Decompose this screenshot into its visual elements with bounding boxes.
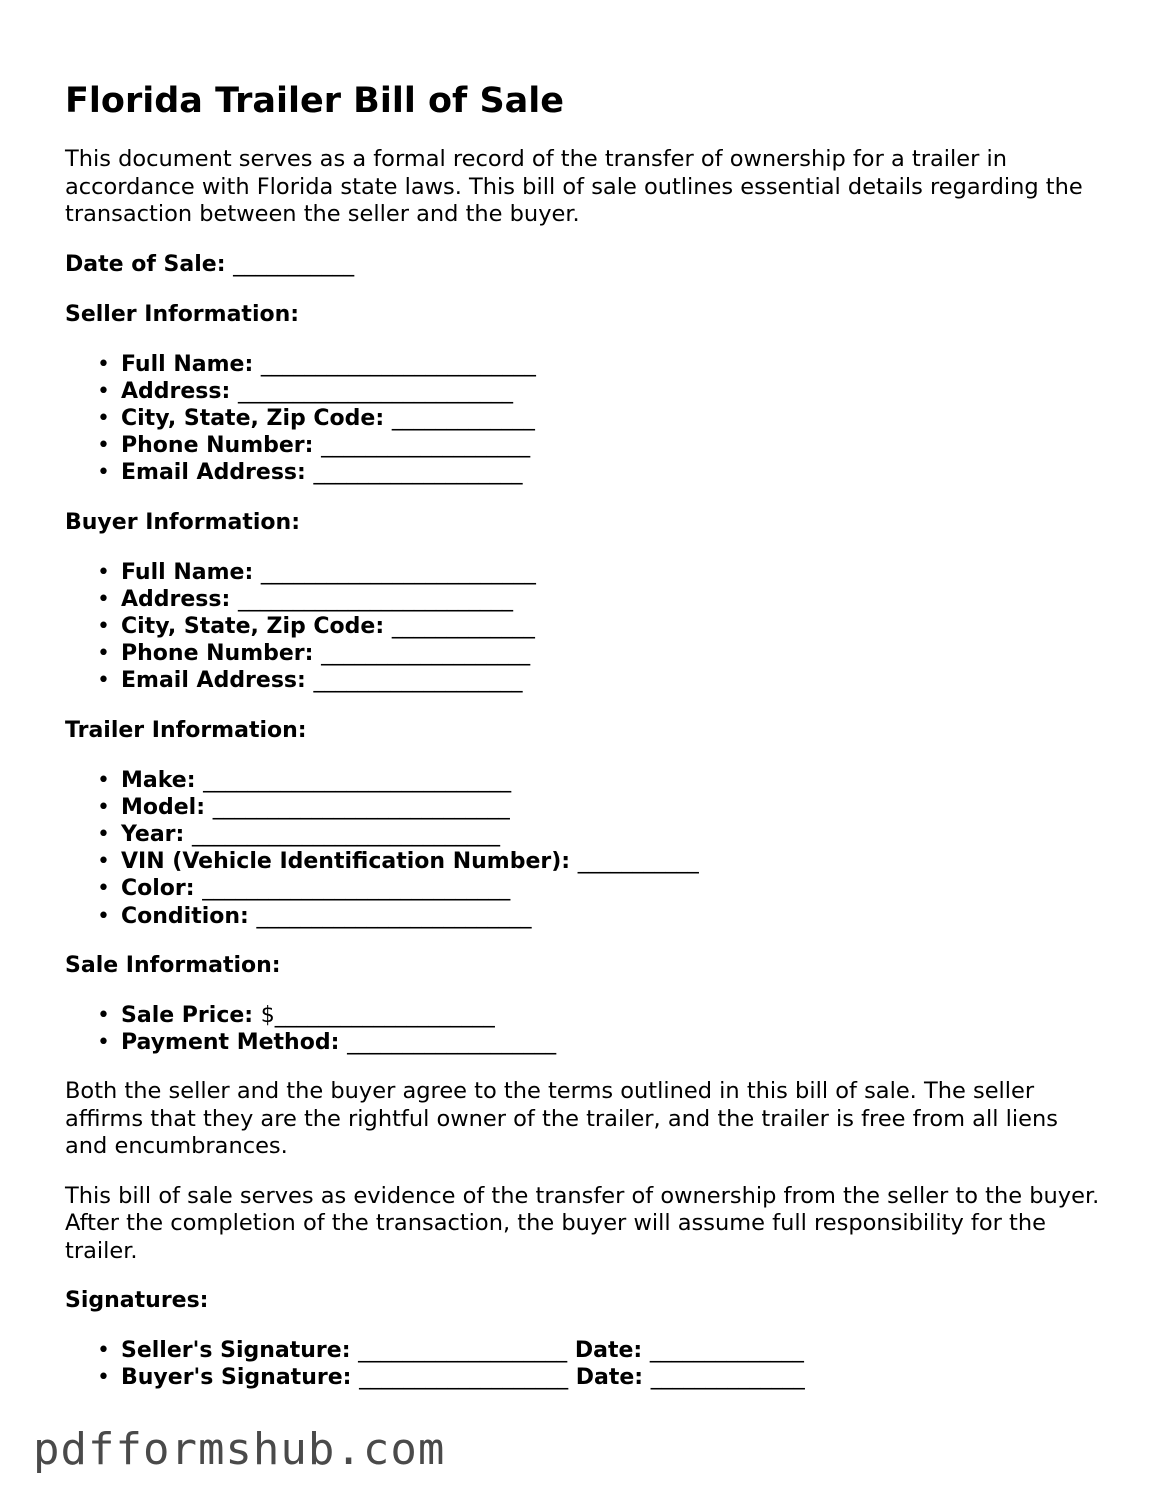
sale-field-list xyxy=(65,1002,1105,1056)
signatures-section-title: Signatures: xyxy=(65,1288,209,1314)
signature-blank[interactable]: ___________________ xyxy=(359,1365,569,1391)
page-title: Florida Trailer Bill of Sale xyxy=(65,81,565,121)
field-label: Payment Method: xyxy=(121,1029,340,1055)
field-label: City, State, Zip Code: xyxy=(121,613,385,639)
date-label: Date: xyxy=(575,1365,644,1391)
field-blank[interactable]: $____________________ xyxy=(260,1002,495,1028)
field-label: Condition: xyxy=(121,903,249,929)
field-blank[interactable]: _____________ xyxy=(391,613,535,639)
field-blank[interactable]: ____________________________ xyxy=(203,767,512,793)
date-label: Date: xyxy=(574,1338,643,1364)
field-blank[interactable]: ___________________ xyxy=(313,460,523,486)
seller-address-field xyxy=(121,378,1105,405)
signatures-list xyxy=(65,1337,1105,1391)
trailer-condition-field xyxy=(121,903,1105,930)
seller-email-field xyxy=(121,459,1105,486)
date-of-sale-label: Date of Sale: xyxy=(65,251,226,277)
date-blank[interactable]: ______________ xyxy=(650,1365,805,1391)
trailer-make-field xyxy=(121,767,1105,794)
field-blank[interactable]: ___________________________ xyxy=(212,794,510,820)
field-label: VIN (Vehicle Identification Number): xyxy=(121,849,571,875)
buyer-email-field xyxy=(121,667,1105,694)
field-label: Phone Number: xyxy=(121,433,314,459)
trailer-field-list xyxy=(65,767,1105,930)
signature-blank[interactable]: ___________________ xyxy=(358,1338,568,1364)
signature-label: Buyer's Signature: xyxy=(121,1365,352,1391)
trailer-model-field xyxy=(121,794,1105,821)
buyer-address-field xyxy=(121,586,1105,613)
field-blank[interactable]: ___________ xyxy=(577,849,699,875)
field-blank[interactable]: ___________________ xyxy=(313,668,523,694)
buyer-city-state-zip-field xyxy=(121,613,1105,640)
payment-method-field xyxy=(121,1029,1105,1056)
field-blank[interactable]: _________________________ xyxy=(256,903,532,929)
field-blank[interactable]: ____________________________ xyxy=(202,876,511,902)
seller-signature-row xyxy=(121,1337,1105,1364)
sale-section-title: Sale Information: xyxy=(65,952,281,978)
seller-full-name-field xyxy=(121,351,1105,378)
field-label: Address: xyxy=(121,586,231,612)
buyer-full-name-field xyxy=(121,559,1105,586)
date-of-sale-field xyxy=(65,251,1105,279)
trailer-section-title: Trailer Information: xyxy=(65,717,307,743)
field-blank[interactable]: _________________________ xyxy=(237,378,513,404)
field-label: Color: xyxy=(121,876,195,902)
buyer-signature-row xyxy=(121,1364,1105,1391)
field-label: City, State, Zip Code: xyxy=(121,405,385,431)
buyer-section-title: Buyer Information: xyxy=(65,509,300,535)
field-blank[interactable]: ___________________ xyxy=(321,641,531,667)
seller-section-title: Seller Information: xyxy=(65,301,300,327)
seller-field-list xyxy=(65,351,1105,487)
intro-paragraph: This document serves as a formal record of the transfer of ownership for a trailer in accordance with Florida state laws. This bill of sale outlines essential details regarding the transaction between the seller and the buyer. xyxy=(65,146,1083,227)
field-blank[interactable]: ___________________ xyxy=(321,433,531,459)
field-label: Address: xyxy=(121,378,231,404)
trailer-vin-field xyxy=(121,848,1105,875)
document-page xyxy=(65,78,1105,1414)
field-label: Sale Price: xyxy=(121,1002,254,1028)
buyer-field-list xyxy=(65,559,1105,695)
seller-phone-field xyxy=(121,432,1105,459)
field-blank[interactable]: _____________ xyxy=(391,405,535,431)
sale-price-field xyxy=(121,1002,1105,1029)
signature-label: Seller's Signature: xyxy=(121,1338,351,1364)
buyer-phone-field xyxy=(121,640,1105,667)
agreement-paragraph: Both the seller and the buyer agree to the terms outlined in this bill of sale. The seller affirms that they are the rightful owner of the trailer, and the trailer is free from all liens and encumbrances. xyxy=(65,1078,1058,1160)
field-label: Full Name: xyxy=(121,559,254,585)
field-blank[interactable]: _________________________ xyxy=(237,586,513,612)
field-blank[interactable]: ____________________________ xyxy=(192,821,500,847)
field-label: Phone Number: xyxy=(121,641,314,667)
date-blank[interactable]: ______________ xyxy=(649,1338,804,1364)
field-label: Model: xyxy=(121,794,206,820)
field-label: Year: xyxy=(121,821,185,847)
date-of-sale-blank[interactable]: ___________ xyxy=(233,251,355,277)
field-label: Email Address: xyxy=(121,668,306,694)
evidence-paragraph: This bill of sale serves as evidence of the transfer of ownership from the seller to the buyer. After the completion of the transaction, the buyer will assume full responsibility for the trailer. xyxy=(65,1182,1100,1264)
trailer-color-field xyxy=(121,875,1105,902)
field-blank[interactable]: _________________________ xyxy=(260,351,536,377)
field-label: Make: xyxy=(121,767,196,793)
field-blank[interactable]: _________________________ xyxy=(260,559,536,585)
trailer-year-field xyxy=(121,821,1105,848)
field-label: Full Name: xyxy=(121,351,254,377)
field-blank[interactable]: ___________________ xyxy=(347,1029,557,1055)
seller-city-state-zip-field xyxy=(121,405,1105,432)
watermark: pdfformshub.com xyxy=(33,1424,446,1475)
field-label: Email Address: xyxy=(121,460,306,486)
